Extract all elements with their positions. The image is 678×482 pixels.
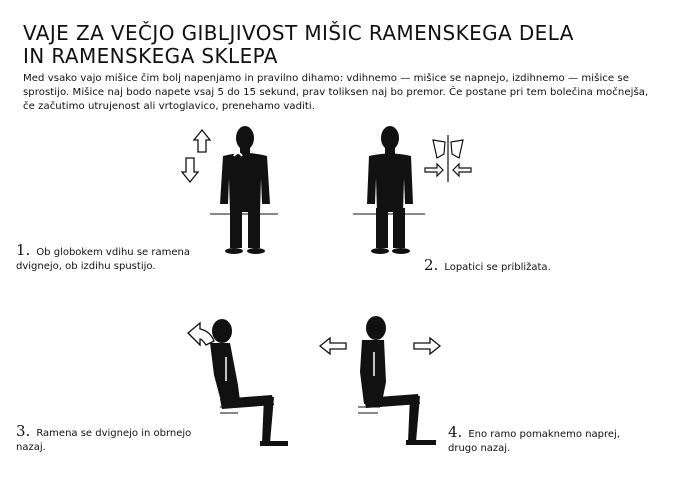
exercise-caption-3 (16, 422, 236, 454)
page-title: VAJE ZA VEČJO GIBLJIVOST MIŠIC RAMENSKEGA DELA IN RAMENSKEGA SKLEPA (23, 21, 574, 68)
exercise-caption-1 (16, 241, 236, 273)
exercise-caption-4 (448, 423, 668, 455)
exercise-number: 1. (16, 241, 31, 259)
exercise-number: 3. (16, 422, 31, 440)
exercise-caption-2 (424, 256, 644, 275)
intro-paragraph: Med vsako vajo mišice čim bolj napenjamo in pravilno dihamo: vdihnemo — mišice se napnejo, izdihnemo — mišice se sprostijo. Mišice naj bodo napete vsaj 5 do 15 sekund, prav toliksen naj bo premor. Če postane pri tem bolečina močnejša, če začutimo utrujenost ali vrtoglavico, prenehamo vaditi. (23, 73, 649, 112)
figure-exercise-4 (318, 312, 448, 452)
curved-arrow-icon (188, 323, 214, 345)
exercise-number: 2. (424, 256, 439, 274)
arrow-down-icon (182, 158, 198, 182)
person-silhouette (220, 126, 270, 254)
arrow-right-icon (414, 338, 440, 354)
figure-exercise-1 (178, 120, 288, 260)
person-silhouette (360, 316, 436, 445)
exercise-number: 4. (448, 423, 463, 441)
shoulder-blades-icon (425, 135, 471, 182)
exercise-text: Ramena se dvigneјo in obrnejo nazaj. (16, 428, 192, 453)
exercise-text: Eno ramo pomaknemo naprej, drugo nazaj. (448, 429, 621, 454)
figure-exercise-2 (345, 120, 475, 260)
exercise-text: Lopatici se približata. (444, 262, 551, 273)
arrow-up-icon (194, 130, 210, 152)
exercise-text: Ob globokem vdihu se ramena dvigneјo, ob izdihu spustijo. (16, 247, 190, 272)
person-silhouette (367, 126, 413, 254)
arrow-left-icon (320, 338, 346, 354)
